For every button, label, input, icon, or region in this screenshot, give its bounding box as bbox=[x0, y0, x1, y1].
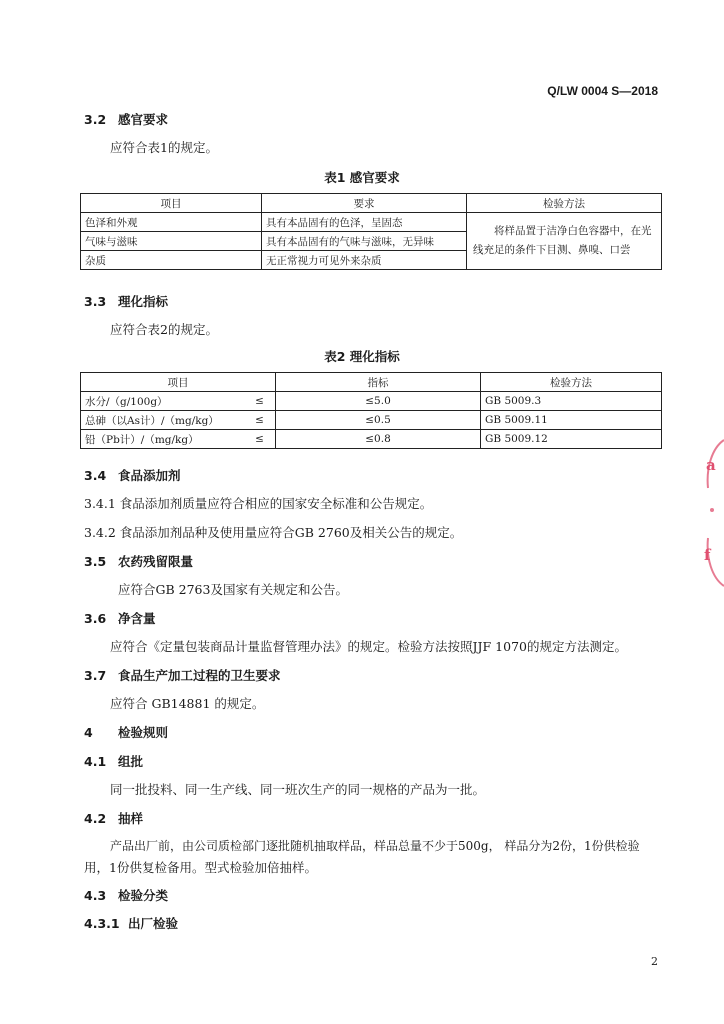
section-title: 食品生产加工过程的卫生要求 bbox=[118, 668, 281, 683]
section-text-line: 用，1份供复检备用。型式检验加倍抽样。 bbox=[84, 860, 317, 875]
section-number: 4.3 bbox=[84, 888, 107, 903]
section-number: 3.2 bbox=[84, 112, 107, 127]
section-heading-3-4 bbox=[84, 466, 181, 484]
section-title: 感官要求 bbox=[118, 112, 169, 127]
table-header-row bbox=[81, 373, 662, 392]
table-header: 项目 bbox=[81, 194, 262, 213]
method-line: 将样品置于洁净白色容器中，在光 bbox=[494, 225, 652, 237]
table-cell: ≤5.0 bbox=[276, 392, 481, 411]
page-number: 2 bbox=[651, 955, 658, 968]
section-heading-4-3-1 bbox=[84, 914, 178, 932]
table-cell: 具有本品固有的色泽，呈固态 bbox=[262, 213, 467, 232]
section-title: 食品添加剂 bbox=[118, 468, 181, 483]
table-cell: 气味与滋味 bbox=[81, 232, 262, 251]
table-cell: ≤ bbox=[244, 411, 275, 430]
section-heading-4-2 bbox=[84, 809, 143, 827]
table-cell: GB 5009.3 bbox=[481, 392, 662, 411]
table-cell: 无正常视力可见外来杂质 bbox=[262, 251, 467, 270]
section-heading-3-5 bbox=[84, 552, 193, 570]
table-cell: 具有本品固有的气味与滋味，无异味 bbox=[262, 232, 467, 251]
section-heading-4 bbox=[84, 723, 168, 741]
table-row bbox=[81, 392, 662, 411]
section-title: 出厂检验 bbox=[128, 916, 179, 931]
clause-3-4-2: 3.4.2 食品添加剂品种及使用量应符合GB 2760及相关公告的规定。 bbox=[84, 525, 463, 540]
table-cell: 水分/（g/100g） bbox=[81, 392, 245, 411]
table-header: 项目 bbox=[81, 373, 276, 392]
section-text: 应符合表1的规定。 bbox=[110, 140, 218, 155]
section-title: 理化指标 bbox=[118, 294, 169, 309]
table-header: 指标 bbox=[276, 373, 481, 392]
table-cell: ≤ bbox=[244, 430, 275, 449]
section-text: 应符合GB 2763及国家有关规定和公告。 bbox=[118, 582, 348, 597]
section-number: 4.2 bbox=[84, 811, 107, 826]
section-heading-3-7 bbox=[84, 666, 281, 684]
section-number: 4.3.1 bbox=[84, 916, 120, 931]
section-heading-3-6 bbox=[84, 609, 156, 627]
table-cell: GB 5009.12 bbox=[481, 430, 662, 449]
section-title: 检验分类 bbox=[118, 888, 169, 903]
table-cell-method bbox=[467, 213, 662, 270]
section-title: 抽样 bbox=[118, 811, 144, 826]
method-line: 线充足的条件下目测、鼻嗅、口尝 bbox=[473, 244, 631, 256]
section-heading-4-3 bbox=[84, 886, 168, 904]
table-cell: ≤ bbox=[244, 392, 275, 411]
section-heading-3-2 bbox=[84, 110, 168, 128]
section-title: 净含量 bbox=[118, 611, 156, 626]
table-cell: 色泽和外观 bbox=[81, 213, 262, 232]
table-cell: ≤0.5 bbox=[276, 411, 481, 430]
table-row bbox=[81, 213, 662, 232]
seal-stamp-fragment: a f bbox=[698, 438, 724, 588]
clause-3-4-1: 3.4.1 食品添加剂质量应符合相应的国家安全标准和公告规定。 bbox=[84, 496, 433, 511]
table1-caption: 表1 感官要求 bbox=[324, 170, 400, 185]
section-heading-3-3 bbox=[84, 292, 168, 310]
table-sensory-requirements bbox=[80, 193, 662, 270]
table-physicochemical-indicators bbox=[80, 372, 662, 449]
section-title: 检验规则 bbox=[118, 725, 169, 740]
section-heading-4-1 bbox=[84, 752, 143, 770]
table-cell: ≤0.8 bbox=[276, 430, 481, 449]
section-number: 4.1 bbox=[84, 754, 107, 769]
table-row bbox=[81, 411, 662, 430]
section-number: 3.3 bbox=[84, 294, 107, 309]
section-number: 3.6 bbox=[84, 611, 107, 626]
section-text: 应符合 GB14881 的规定。 bbox=[110, 696, 265, 711]
section-text: 应符合表2的规定。 bbox=[110, 322, 218, 337]
table-header: 检验方法 bbox=[467, 194, 662, 213]
section-text-line: 产品出厂前，由公司质检部门逐批随机抽取样品，样品总量不少于500g， 样品分为2份，1份供检验 bbox=[110, 839, 640, 853]
table-header: 检验方法 bbox=[481, 373, 662, 392]
table-cell: 杂质 bbox=[81, 251, 262, 270]
section-text: 同一批投料、同一生产线、同一班次生产的同一规格的产品为一批。 bbox=[110, 782, 486, 797]
table-header-row bbox=[81, 194, 662, 213]
section-number: 3.4 bbox=[84, 468, 107, 483]
section-title: 农药残留限量 bbox=[118, 554, 194, 569]
section-number: 3.5 bbox=[84, 554, 107, 569]
table-cell: 铅（Pb计）/（mg/kg） bbox=[81, 430, 245, 449]
table2-caption: 表2 理化指标 bbox=[324, 349, 400, 364]
table-header: 要求 bbox=[262, 194, 467, 213]
table-cell: 总砷（以As计）/（mg/kg） bbox=[81, 411, 245, 430]
document-code: Q/LW 0004 S—2018 bbox=[547, 84, 658, 98]
table-row bbox=[81, 430, 662, 449]
section-text: 应符合《定量包装商品计量监督管理办法》的规定。检验方法按照JJF 1070的规定方法测定。 bbox=[110, 639, 627, 654]
section-number: 4 bbox=[84, 725, 93, 740]
section-title: 组批 bbox=[118, 754, 144, 769]
section-number: 3.7 bbox=[84, 668, 107, 683]
table-cell: GB 5009.11 bbox=[481, 411, 662, 430]
